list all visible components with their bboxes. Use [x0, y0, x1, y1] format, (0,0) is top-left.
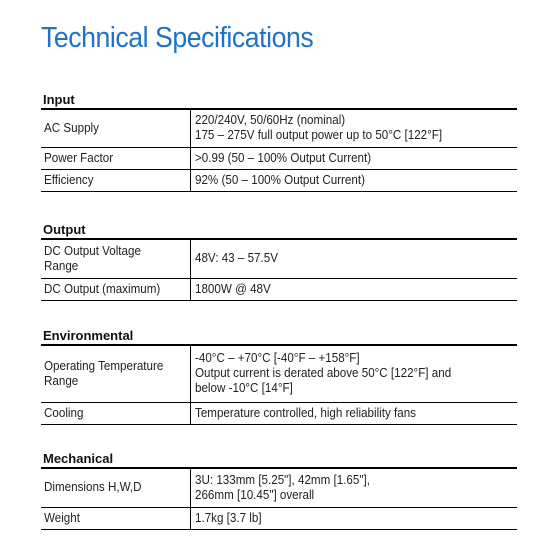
spec-value: -40°C – +70°C [-40°F – +158°F] Output current is derated above 50°C [122°F] and below -10°C [14°F]: [191, 346, 518, 402]
spec-label: Weight: [41, 507, 191, 529]
table-row: [41, 469, 517, 507]
section-environmental: [41, 327, 517, 425]
spec-label: DC Output Voltage Range: [41, 240, 191, 278]
section-heading-input: Input: [41, 91, 517, 110]
section-heading-environmental: Environmental: [41, 327, 517, 346]
table-row: [41, 346, 517, 402]
spec-table-input: [41, 110, 517, 192]
spec-value: Temperature controlled, high reliability fans: [191, 402, 518, 424]
spec-value: 92% (50 – 100% Output Current): [191, 169, 518, 191]
spec-value: 48V: 43 – 57.5V: [191, 240, 518, 278]
spec-value: 3U: 133mm [5.25"], 42mm [1.65"], 266mm [10.45"] overall: [191, 469, 518, 507]
table-row: [41, 169, 517, 191]
table-row: [41, 110, 517, 147]
spec-label: Cooling: [41, 402, 191, 424]
table-row: [41, 147, 517, 169]
spec-table-environmental: [41, 346, 517, 425]
section-output: [41, 221, 517, 301]
spec-value: >0.99 (50 – 100% Output Current): [191, 147, 518, 169]
table-row: [41, 402, 517, 424]
table-row: [41, 507, 517, 529]
spec-table-output: [41, 240, 517, 301]
spec-label: Dimensions H,W,D: [41, 469, 191, 507]
spec-label: Operating Temperature Range: [41, 346, 191, 402]
spec-table-mechanical: [41, 469, 517, 530]
page-title: Technical Specifications: [41, 22, 314, 54]
section-mechanical: [41, 450, 517, 530]
table-row: [41, 278, 517, 300]
spec-label: AC Supply: [41, 110, 191, 147]
spec-label: Power Factor: [41, 147, 191, 169]
spec-value: 1.7kg [3.7 lb]: [191, 507, 518, 529]
spec-value: 1800W @ 48V: [191, 278, 518, 300]
table-row: [41, 240, 517, 278]
section-heading-mechanical: Mechanical: [41, 450, 517, 469]
spec-value: 220/240V, 50/60Hz (nominal) 175 – 275V full output power up to 50°C [122°F]: [191, 110, 518, 147]
spec-label: DC Output (maximum): [41, 278, 191, 300]
section-input: [41, 91, 517, 192]
section-heading-output: Output: [41, 221, 517, 240]
spec-label: Efficiency: [41, 169, 191, 191]
